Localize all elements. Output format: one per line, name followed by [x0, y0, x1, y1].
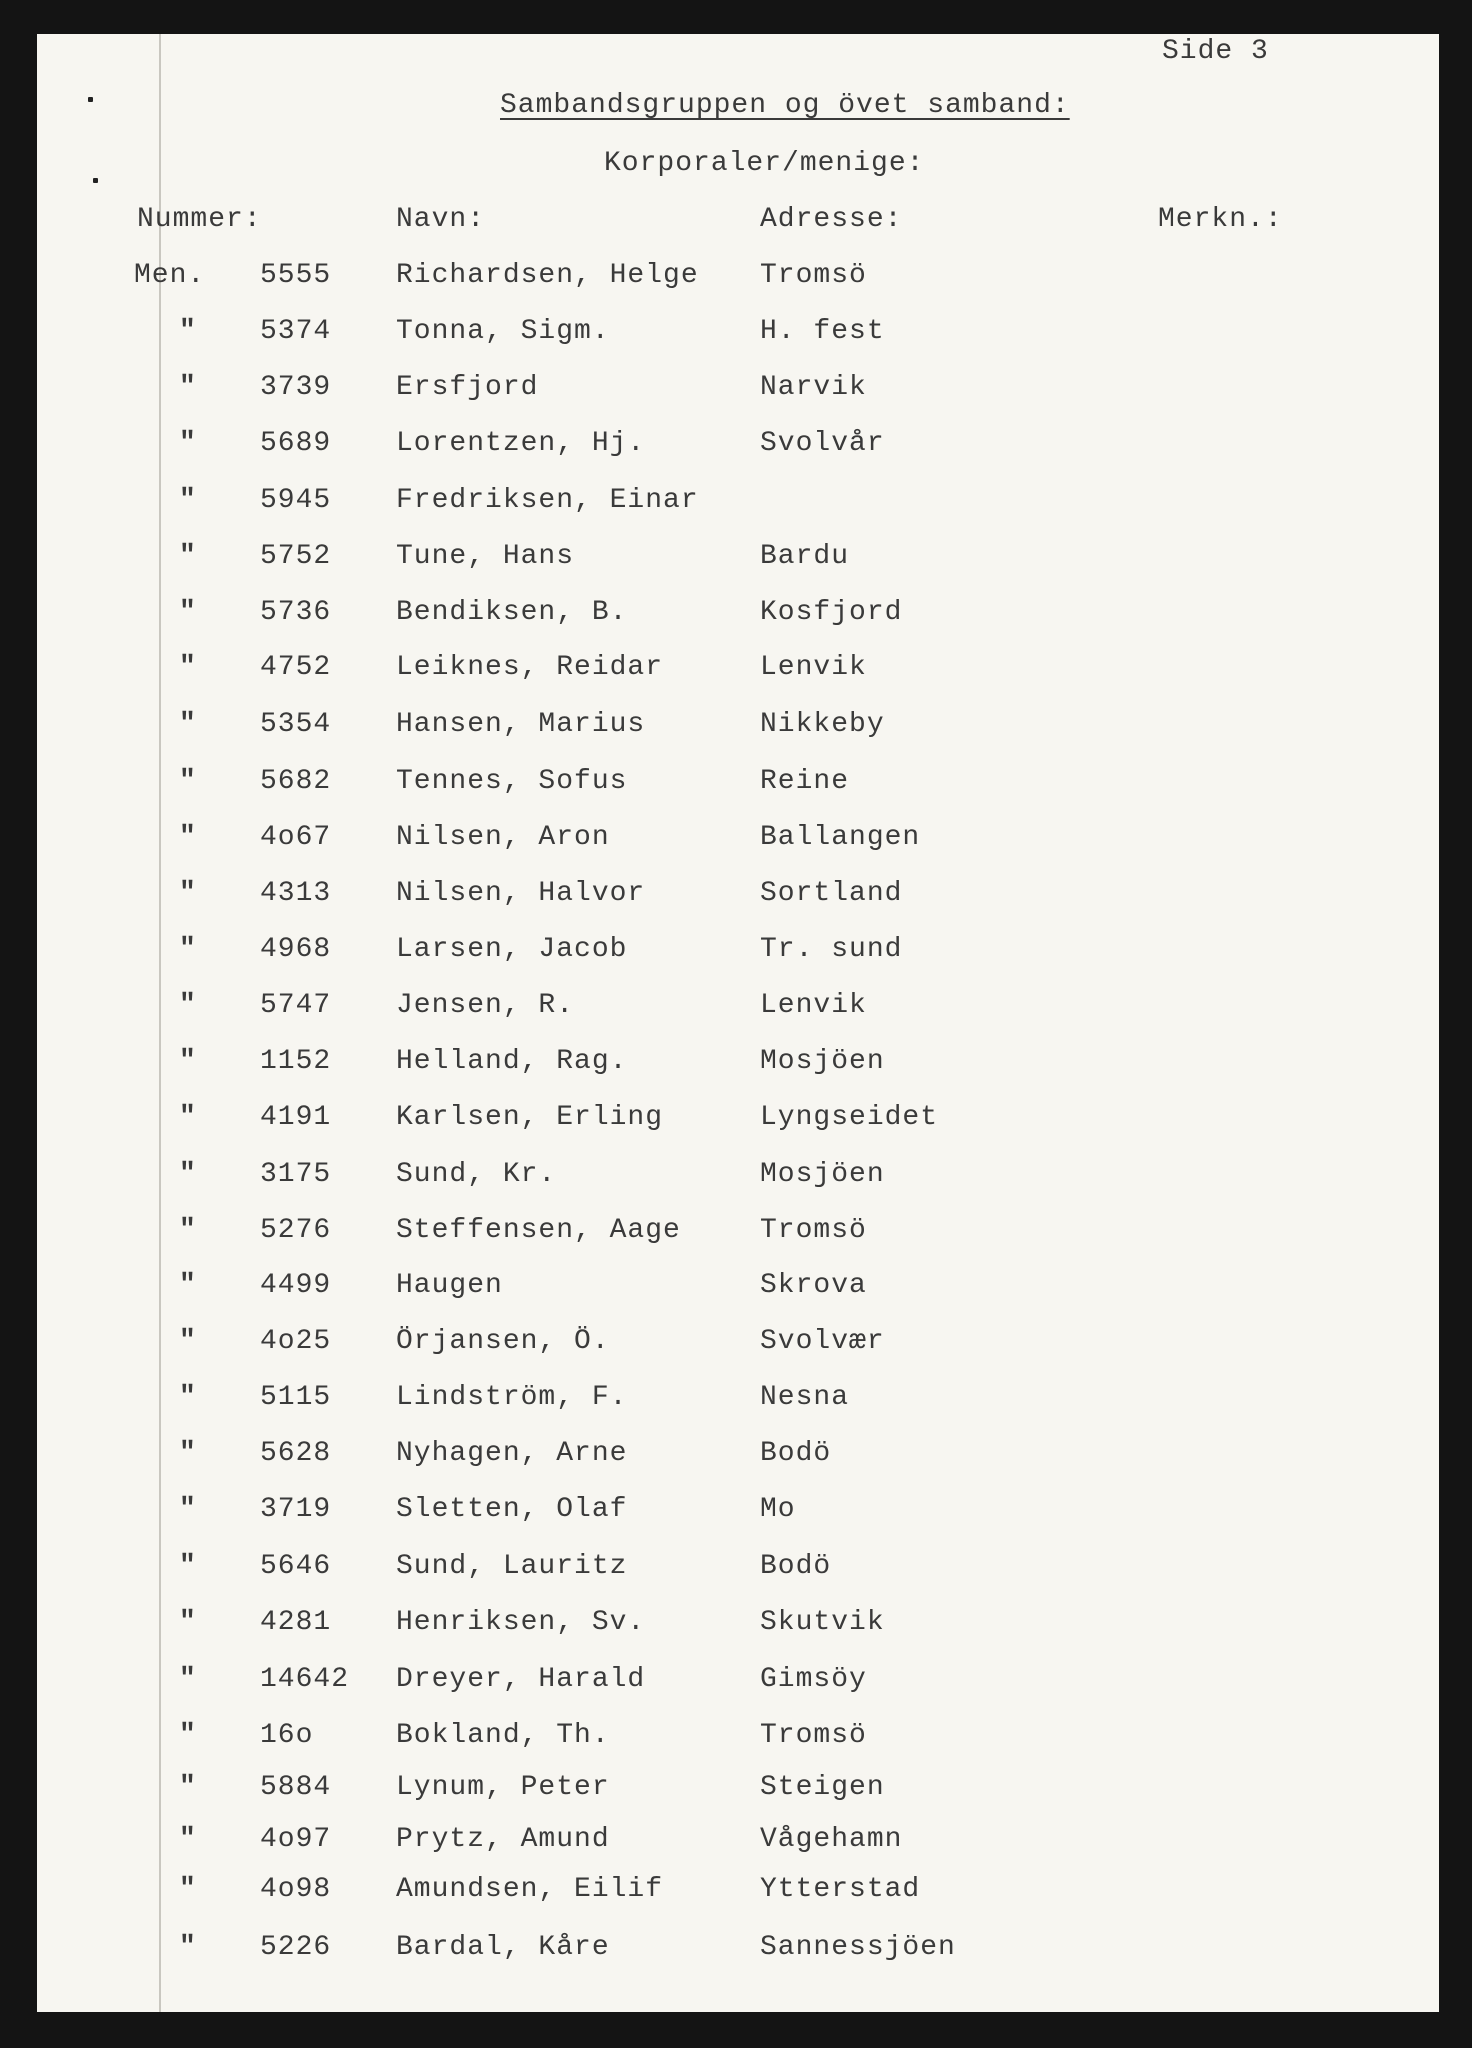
row-name: Bardal, Kåre — [396, 1932, 610, 1963]
row-number: 4968 — [260, 934, 332, 965]
document-title: Sambandsgruppen og övet samband: — [500, 90, 1070, 121]
row-address: Nikkeby — [760, 709, 885, 740]
row-address: Mo — [760, 1494, 796, 1525]
row-address: Steigen — [760, 1772, 885, 1803]
ditto-mark: " — [179, 541, 197, 572]
row-address: Bodö — [760, 1551, 832, 1582]
row-address: H. fest — [760, 316, 885, 347]
row-name: Helland, Rag. — [396, 1046, 628, 1077]
row-address: Mosjöen — [760, 1159, 885, 1190]
ditto-mark: " — [179, 316, 197, 347]
row-number: 5682 — [260, 766, 332, 797]
row-number: 3739 — [260, 372, 332, 403]
row-address: Ytterstad — [760, 1874, 921, 1905]
row-address: Nesna — [760, 1382, 850, 1413]
row-address: Tromsö — [760, 1720, 867, 1751]
row-address: Svolvår — [760, 428, 885, 459]
ditto-mark: " — [179, 1874, 197, 1905]
row-name: Dreyer, Harald — [396, 1664, 646, 1695]
row-address: Vågehamn — [760, 1824, 903, 1855]
ditto-mark: " — [179, 1438, 197, 1469]
row-number: 5945 — [260, 485, 332, 516]
row-number: 5747 — [260, 990, 332, 1021]
ditto-mark: " — [179, 1664, 197, 1695]
row-address: Skrova — [760, 1270, 867, 1301]
row-number: 5736 — [260, 597, 332, 628]
row-name: Nyhagen, Arne — [396, 1438, 628, 1469]
ditto-mark: " — [179, 1046, 197, 1077]
ditto-mark: " — [179, 822, 197, 853]
column-header-number: Nummer: — [137, 204, 262, 235]
row-name: Nilsen, Aron — [396, 822, 610, 853]
ditto-mark: " — [179, 1270, 197, 1301]
ditto-mark: " — [179, 1720, 197, 1751]
row-address: Svolvær — [760, 1326, 885, 1357]
row-name: Lorentzen, Hj. — [396, 428, 646, 459]
row-address: Ballangen — [760, 822, 921, 853]
row-name: Steffensen, Aage — [396, 1215, 681, 1246]
ditto-mark: " — [179, 1494, 197, 1525]
row-name: Fredriksen, Einar — [396, 485, 699, 516]
ditto-mark: " — [179, 1932, 197, 1963]
row-name: Sund, Lauritz — [396, 1551, 628, 1582]
row-number: 5689 — [260, 428, 332, 459]
row-name: Nilsen, Halvor — [396, 878, 646, 909]
ditto-mark: " — [179, 990, 197, 1021]
row-address: Reine — [760, 766, 850, 797]
ditto-mark: " — [179, 766, 197, 797]
row-name: Ersfjord — [396, 372, 539, 403]
document-subtitle: Korporaler/menige: — [604, 148, 925, 179]
row-address: Bardu — [760, 541, 850, 572]
ditto-mark: " — [179, 652, 197, 683]
row-number: 4o67 — [260, 822, 332, 853]
row-number: 4o98 — [260, 1874, 332, 1905]
ditto-mark: " — [179, 878, 197, 909]
row-address: Tr. sund — [760, 934, 903, 965]
row-name: Tennes, Sofus — [396, 766, 628, 797]
row-number: 4o97 — [260, 1824, 332, 1855]
ditto-mark: " — [179, 1159, 197, 1190]
row-number: 3719 — [260, 1494, 332, 1525]
row-name: Karlsen, Erling — [396, 1102, 664, 1133]
row-number: 5628 — [260, 1438, 332, 1469]
row-name: Amundsen, Eilif — [396, 1874, 664, 1905]
row-number: 4752 — [260, 652, 332, 683]
row-name: Hansen, Marius — [396, 709, 646, 740]
ditto-mark: " — [179, 1382, 197, 1413]
ditto-mark: " — [179, 709, 197, 740]
row-address: Bodö — [760, 1438, 832, 1469]
row-number: 4313 — [260, 878, 332, 909]
row-name: Richardsen, Helge — [396, 260, 699, 291]
row-name: Prytz, Amund — [396, 1824, 610, 1855]
ditto-mark: " — [179, 1772, 197, 1803]
row-name: Leiknes, Reidar — [396, 652, 664, 683]
row-address: Narvik — [760, 372, 867, 403]
row-name: Jensen, R. — [396, 990, 575, 1021]
ditto-mark: " — [179, 1824, 197, 1855]
row-number: 16o — [260, 1720, 314, 1751]
row-address: Gimsöy — [760, 1664, 867, 1695]
row-number: 14642 — [260, 1664, 350, 1695]
row-address: Kosfjord — [760, 597, 903, 628]
ditto-mark: " — [179, 428, 197, 459]
row-number: 4499 — [260, 1270, 332, 1301]
row-number: 5374 — [260, 316, 332, 347]
row-address: Tromsö — [760, 260, 867, 291]
row-name: Sletten, Olaf — [396, 1494, 628, 1525]
row-number: 5646 — [260, 1551, 332, 1582]
row-name: Örjansen, Ö. — [396, 1326, 610, 1357]
row-name: Lynum, Peter — [396, 1772, 610, 1803]
row-number: 4o25 — [260, 1326, 332, 1357]
column-header-remarks: Merkn.: — [1158, 204, 1283, 235]
column-header-address: Adresse: — [760, 204, 903, 235]
row-name: Lindström, F. — [396, 1382, 628, 1413]
row-address: Sortland — [760, 878, 903, 909]
row-number: 5354 — [260, 709, 332, 740]
row-name: Sund, Kr. — [396, 1159, 557, 1190]
row-number: 3175 — [260, 1159, 332, 1190]
row-address: Skutvik — [760, 1607, 885, 1638]
row-address: Sannessjöen — [760, 1932, 956, 1963]
row-number: 5884 — [260, 1772, 332, 1803]
row-address: Lenvik — [760, 990, 867, 1021]
ditto-mark: " — [179, 1607, 197, 1638]
ditto-mark: " — [179, 1551, 197, 1582]
row-name: Larsen, Jacob — [396, 934, 628, 965]
row-address: Tromsö — [760, 1215, 867, 1246]
row-number: 5276 — [260, 1215, 332, 1246]
row-name: Tune, Hans — [396, 541, 575, 572]
row-number: 5752 — [260, 541, 332, 572]
rank-label: Men. — [134, 260, 206, 291]
column-header-name: Navn: — [396, 204, 486, 235]
row-name: Tonna, Sigm. — [396, 316, 610, 347]
row-number: 1152 — [260, 1046, 332, 1077]
ditto-mark: " — [179, 1215, 197, 1246]
row-address: Mosjöen — [760, 1046, 885, 1077]
row-number: 5555 — [260, 260, 332, 291]
row-name: Bendiksen, B. — [396, 597, 628, 628]
ditto-mark: " — [179, 1102, 197, 1133]
row-address: Lenvik — [760, 652, 867, 683]
row-number: 4281 — [260, 1607, 332, 1638]
row-name: Haugen — [396, 1270, 503, 1301]
row-address: Lyngseidet — [760, 1102, 939, 1133]
row-number: 4191 — [260, 1102, 332, 1133]
row-number: 5226 — [260, 1932, 332, 1963]
ditto-mark: " — [179, 1326, 197, 1357]
ditto-mark: " — [179, 372, 197, 403]
row-name: Henriksen, Sv. — [396, 1607, 646, 1638]
ditto-mark: " — [179, 485, 197, 516]
row-number: 5115 — [260, 1382, 332, 1413]
row-name: Bokland, Th. — [396, 1720, 610, 1751]
ditto-mark: " — [179, 934, 197, 965]
ditto-mark: " — [179, 597, 197, 628]
page-number: Side 3 — [1162, 36, 1269, 67]
